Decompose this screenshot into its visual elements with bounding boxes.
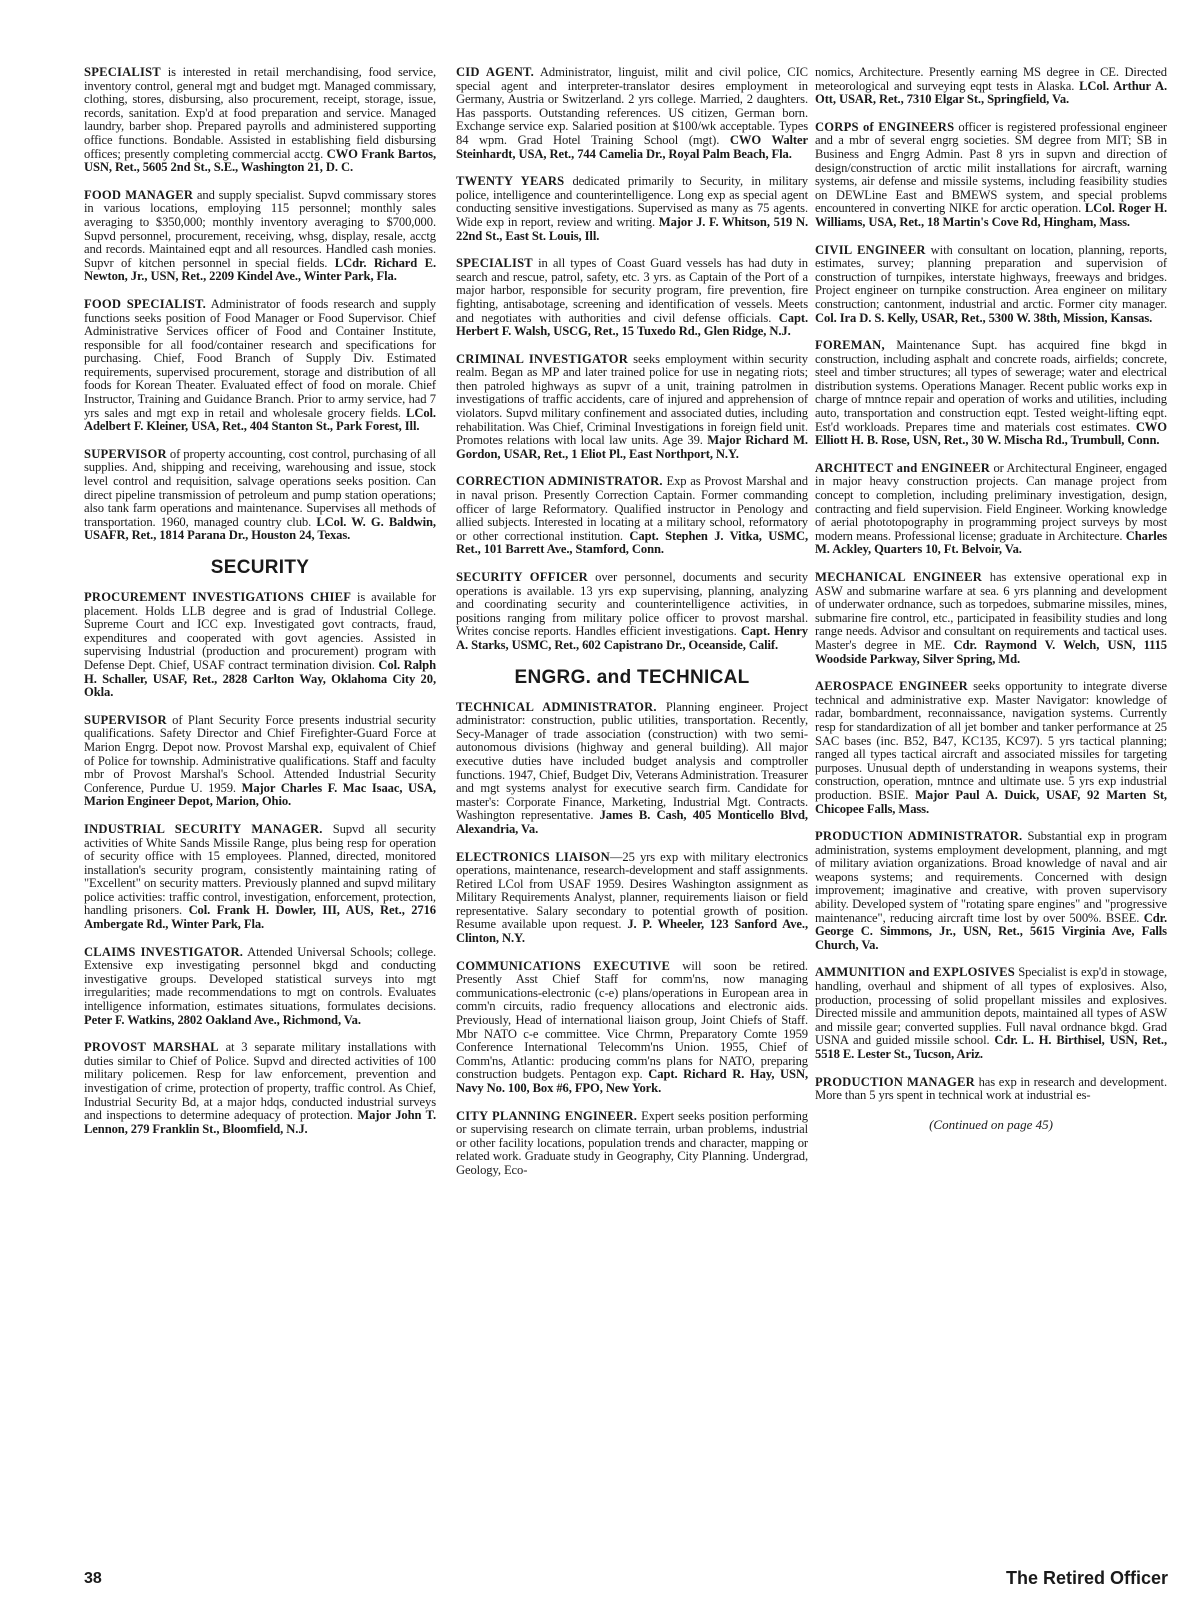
entry-contact: LCol. Roger H. Williams, USA, Ret., 18 Martin's Cove Rd, Hingham, Mass. xyxy=(815,201,1168,229)
section-heading: SECURITY xyxy=(210,557,310,578)
entry-body: of property accounting, cost control, purchasing of all supplies. And, shipping and receiving, warehousing and issue, stock level control and requisition, salvage operations seeks position. Can direct pipeline transmission of petroleum and pump station operations; also tank farm operations and maintenance. Supervises all methods of transportation. 1960, managed country club. xyxy=(84,446,436,529)
entry-body: or Architectural Engineer, engaged in major heavy construction projects. Can manage project from concept to completion, including preliminary investigation, design, contracting and field supervision. Field Engineer. Working knowledge of aerial phototopography in programming project surveys by most modern means. Professional license; graduate in Architecture. xyxy=(815,460,1167,543)
entry-lead: FOOD MANAGER xyxy=(84,187,194,202)
entry-lead: FOOD SPECIALIST. xyxy=(84,296,207,311)
entry-contact: LCdr. Richard E. Newton, Jr., USN, Ret., 2209 Kindel Ave., Winter Park, Fla. xyxy=(84,255,436,284)
classified-entry xyxy=(456,960,808,1096)
entry-body: Substantial exp in program administration, systems employment development, planning, and mgt of military aviation organizations. Broad knowledge of naval and air weapons systems; and requirements. Concerned with design improvement; imaginative and creative, with proven supervisory ability. Developed system of "rotating spare engines" and "progressive maintenance", reducing aircraft time lost by over 500%. BSEE. xyxy=(815,829,1167,925)
entry-body: Maintenance Supt. has acquired fine bkgd in construction, including asphalt and concrete roads, airfields; concrete, steel and timber structures; all types of sewerage; water and electrical distribution systems. Operations Manager. Recent public works exp in charge of mntnce repair and operation of works and utilities, including auto, transportation and construction eqpt. Tested weight-lifting eqpt. Est'd workloads. Prepares time and materials cost estimates. xyxy=(815,338,1167,434)
entry-contact: Charles M. Ackley, Quarters 10, Ft. Belvoir, Va. xyxy=(815,528,1167,557)
entry-lead: CORPS of ENGINEERS xyxy=(815,119,955,134)
section-heading: ENGRG. and TECHNICAL xyxy=(514,666,750,688)
entry-contact: LCol. Arthur A. Ott, USAR, Ret., 7310 Elgar St., Springfield, Va. xyxy=(815,78,1167,107)
entry-contact: J. P. Wheeler, 123 Sanford Ave., Clinton, N.Y. xyxy=(456,917,808,946)
classified-entry xyxy=(84,714,436,809)
entry-body: at 3 separate military installations with duties similar to Chief of Police. Supvd and directed activities of 100 military policemen. Resp for law enforcement, prevention and investigation of crime, protection of property, traffic control. As Chief, Industrial Security Bd, at a major hdqs, conducted industrial surveys and inspections to determine adequacy of protection. xyxy=(84,1040,436,1123)
entry-lead: CRIMINAL INVESTIGATOR xyxy=(456,351,629,366)
entry-contact: Peter F. Watkins, 2802 Oakland Ave., Richmond, Va. xyxy=(84,1012,361,1027)
entry-contact: Capt. Richard R. Hay, USN, Navy No. 100, Box #6, FPO, New York. xyxy=(456,1067,808,1095)
entry-body: nomics, Architecture. Presently earning MS degree in CE. Directed meteorological and surveying eqpt tests in Alaska. xyxy=(815,65,1167,93)
classified-entry xyxy=(84,946,436,1028)
classified-entry xyxy=(456,475,808,557)
entry-body: and supply specialist. Supvd commissary stores in various locations, employing 115 personnel; monthly sales averaging to $350,000; monthly inventory averaging to $700,000. Supvd personnel, procurement, receiving, whsg, display, resale, acctg and records. Maintained eqpt and all resources. Handled cash monies. Supvr of kitchen personnel in special fields. xyxy=(84,187,436,270)
entry-body: seeks employment within security realm. Began as MP and later trained police for use in negating riots; then patroled highways as supvr of a unit, training patrolmen in investigations of traffic accidents, care of injured and apprehension of violators. Supvd military confinement and associated duties, including rehabilitation. Was Chief, Criminal Investigations in foreign field unit. Promotes relations with local law units. Age 39. xyxy=(456,351,808,448)
entry-body: has exp in research and development. More than 5 yrs spent in technical work at industrial es- xyxy=(815,1074,1167,1103)
classified-entry xyxy=(815,462,1167,557)
classified-entry xyxy=(84,189,436,284)
entry-contact: LCol. W. G. Baldwin, USAFR, Ret., 1814 Parana Dr., Houston 24, Texas. xyxy=(84,514,436,543)
entry-contact: Major Paul A. Duick, USAF, 92 Marten St, Chicopee Falls, Mass. xyxy=(815,787,1167,816)
classified-entry xyxy=(456,701,808,837)
entry-lead: AEROSPACE ENGINEER xyxy=(815,679,968,694)
classified-entry xyxy=(456,257,808,339)
entry-contact: Capt. Stephen J. Vitka, USMC, Ret., 101 Barrett Ave., Stamford, Conn. xyxy=(456,528,808,557)
entry-body: Attended Universal Schools; college. Extensive exp investigating personnel bkgd and conducting investigative groups. Developed statistical surveys into mgt irregularities; made recommendations to mgt on controls. Evaluates intelligence information, estimates situations, formulates decisions. xyxy=(84,944,436,1014)
classified-entry xyxy=(84,448,436,543)
classified-entry xyxy=(456,851,808,946)
entry-body: Administrator of foods research and supply functions seeks position of Food Manager or Food Supervisor. Chief Administrative Services officer of Food and Container Institute, responsible for all food/container research and specifications for purchasing. Chief, Food Branch of Supply Div. Estimated requirements, supervised procurement, storage and distribution of all foods for Korean Theater. Evaluated effect of food on morale. Chief Instructor, Training and Guidance Branch. Prior to army service, had 7 yrs sales and mgt exp in retail and wholesale grocery fields. xyxy=(84,296,436,420)
classified-entry xyxy=(84,591,436,700)
entry-contact: Major Charles F. Mac Isaac, USA, Marion Engineer Depot, Marion, Ohio. xyxy=(84,780,436,809)
entry-contact: CWO Frank Bartos, USN, Ret., 5605 2nd St., S.E., Washington 21, D. C. xyxy=(84,146,437,175)
entry-body: is interested in retail merchandising, food service, inventory control, general mgt and budget mgt. Managed commissary, clothing, stores, disbursing, also procurement, receipt, storage, issue, records, sanitation. Exp'd at food preparation and service. Managed laundry, barber shop. Prepared payrolls and administered supporting office functions. Bondable. Assisted in establishing field disbursing offices; presently completing commercial acctg. xyxy=(84,65,436,161)
classified-entry xyxy=(456,353,808,462)
entry-contact: Capt. Herbert F. Walsh, USCG, Ret., 15 Tuxedo Rd., Glen Ridge, N.J. xyxy=(456,310,808,339)
entry-contact: CWO Elliott H. B. Rose, USN, Ret., 30 W. Mischa Rd., Trumbull, Conn. xyxy=(815,419,1167,448)
entry-body: Expert seeks position performing or supervising research on climate terrain, urban problems, industrial or other facility locations, population trends and character, mapping or related work. Graduate study in Geography, City Planning. Undergrad, Geology, Eco- xyxy=(456,1108,808,1177)
entry-lead: SPECIALIST xyxy=(84,65,161,79)
classified-entry xyxy=(815,1076,1167,1103)
entry-lead: TWENTY YEARS xyxy=(456,174,565,189)
entry-lead: CID AGENT. xyxy=(456,65,535,79)
entry-body: Planning engineer. Project administrator: construction, public utilities, transportation. Recently, Secy-Manager of trade association (construction) with two semi-autonomous divisions (highway and general building). All major executive duties have included budget analysis and comptroller functions. 1947, Chief, Budget Div, Veterans Administration. Treasurer and mgt systems analyst for executive search firm. Candidate for master's: Corporate Finance, Marketing, Industrial Mgt. Contracts. Washington representative. xyxy=(456,699,808,823)
entry-contact: Major J. F. Whitson, 519 N. 22nd St., East St. Louis, Ill. xyxy=(456,214,808,243)
entry-contact: James B. Cash, 405 Monticello Blvd, Alexandria, Va. xyxy=(456,808,808,836)
entry-lead: CITY PLANNING ENGINEER. xyxy=(456,1108,638,1123)
entry-contact: LCol. Adelbert F. Kleiner, USA, Ret., 404 Stanton St., Park Forest, Ill. xyxy=(84,405,436,434)
entry-body: has extensive operational exp in ASW and submarine warfare at sea. 6 yrs planning and development of underwater ordnance, such as torpedoes, submarine missiles, mines, submarine fire control, etc., participated in feasibility studies and long range needs. Advisor and consultant on requirements and tactical uses. Master's degree in ME. xyxy=(815,570,1167,652)
entry-lead: SUPERVISOR xyxy=(84,712,167,727)
classified-entry xyxy=(815,571,1167,666)
column-middle xyxy=(456,66,808,1192)
classified-entry xyxy=(815,244,1167,326)
entry-body: officer is registered professional engineer and a mbr of several engrg societies. SM degree from MIT; SB in Business and Engrg Admin. Past 8 yrs in supvn and direction of design/construction of arctic milit installations for aircraft, warning systems, air defense and missile systems, including feasibility studies on DEWLine East and BMEWS system, and special problems encountered in converting NIKE for arctic operation. xyxy=(815,119,1167,216)
classified-entry xyxy=(456,175,808,243)
classified-entry xyxy=(456,571,808,653)
entry-body: of Plant Security Force presents industrial security qualifications. Safety Director and Chief Firefighter-Guard Force at Marion Engrg. Depot now. Provost Marshal exp, equivalent of Chief of Police for township. Administrative qualifications. Staff and faculty mbr of Provost Marshal's School. Attended Industrial Security Conference, Purdue U. 1959. xyxy=(84,712,436,795)
classified-entry xyxy=(815,680,1167,816)
entry-lead: SECURITY OFFICER xyxy=(456,570,588,584)
continued-note: (Continued on page 45) xyxy=(929,1116,1053,1132)
entry-body: with consultant on location, planning, reports, estimates, survey; planning preparation and supervision of construction of turnpikes, interstate highways, freeways and bridges. Project engineer on turnpike construction. Area engineer on military construction; cantonment, industrial and arctic. Former city manager. xyxy=(815,242,1167,311)
entry-lead: SPECIALIST xyxy=(456,256,533,271)
entry-lead: COMMUNICATIONS EXECUTIVE xyxy=(456,958,671,973)
classified-entry xyxy=(84,1041,436,1136)
classified-entry xyxy=(815,66,1167,107)
classified-entry xyxy=(815,966,1167,1061)
entry-body: will soon be retired. Presently Asst Chief Staff for comm'ns, now managing communications-electronic (c-e) plans/operations in European area in comm'n circuits, radio frequency allocations and electronic aids. Previously, Head of international liaison group, Joint Chiefs of Staff. Mbr NATO c-e committee. Vice Chrmn, Preparatory Comte 1959 Conference International Telecomm'ns Union. 1955, Chief of Comm'ns, Atlantic: producing comm'ns plans for NATO, preparing construction budgets. Pentagon exp. xyxy=(456,958,808,1082)
entry-lead: ELECTRONICS LIAISON xyxy=(456,849,610,864)
entry-body: Exp as Provost Marshal and in naval prison. Presently Correction Captain. Former commanding officer of large Reformatory. Qualified instructor in Penology and allied subjects. Interested in locating at a military school, reformatory or other correctional institution. xyxy=(456,474,809,543)
entry-body: Specialist is exp'd in stowage, handling, overhaul and shipment of all types of explosives. Also, production, processing of solid propellant missiles and explosives. Directed missile and ammunition depots, maintained all types of ASW and missile gear; converted supplies. Full naval ordnance bkgd. Grad USNA and guided missile school. xyxy=(815,965,1167,1048)
classified-entry xyxy=(456,66,808,161)
entry-lead: PRODUCTION MANAGER xyxy=(815,1074,975,1089)
entry-contact: Major John T. Lennon, 279 Franklin St., Bloomfield, N.J. xyxy=(84,1108,436,1136)
entry-body: Administrator, linguist, milit and civil police, CIC special agent and interpreter-translator desires employment in Germany, Austria or Switzerland. 2 yrs college. Married, 2 daughters. Has passports. Outstanding references. US citizen, German born. Exchange service exp. Salaried position at $100/wk acceptable. Types 84 wpm. Grad Hotel Training School (mgt). xyxy=(456,65,808,147)
entry-body: seeks opportunity to integrate diverse technical and administrative exp. Master Navigator: knowledge of radar, bombardment, reconnaissance, navigation systems. Currently resp for standardization of all jet bomber and tanker performance at 25 SAC bases (inc. B52, B47, KC135, KC97). 5 yrs tactical planning; ranged all types tactical aircraft and associated missiles for targeting purposes. Unusual depth of understanding in weapons systems, their construction, operation, mntnce and ultimate use. 5 yrs exp industrial production. BSIE. xyxy=(815,679,1167,802)
entry-lead: ARCHITECT and ENGINEER xyxy=(815,460,991,475)
entry-lead: MECHANICAL ENGINEER xyxy=(815,570,983,584)
classified-entry xyxy=(456,1110,808,1178)
entry-lead: CORRECTION ADMINISTRATOR. xyxy=(456,474,663,489)
entry-body: Supvd all security activities of White Sands Missile Range, plus being resp for operation of security office with 15 employees. Planned, directed, monitored installation's security program, consistently maintaining rating of "Excellent" on security matters. Previously planned and supvd military police activities: traffic control, investigation, enforcement, protection, handling prisoners. xyxy=(84,821,436,918)
entry-lead: AMMUNITION and EXPLOSIVES xyxy=(815,965,1015,980)
classified-entry xyxy=(815,830,1167,952)
entry-lead: CIVIL ENGINEER xyxy=(815,242,926,257)
entry-contact: Capt. Henry A. Starks, USMC, Ret., 602 Capistrano Dr., Oceanside, Calif. xyxy=(456,624,808,652)
entry-body: in all types of Coast Guard vessels has had duty in search and rescue, patrol, safety, etc. 3 yrs. as Captain of the Port of a major harbor, responsible for security program, fire prevention, fire fighting, antisabotage, screening and identification of vessels. Meets and negotiates with authorities and civil defense officials. xyxy=(456,256,808,325)
entry-lead: SUPERVISOR xyxy=(84,446,167,461)
entry-contact: Major Richard M. Gordon, USAR, Ret., 1 Eliot Pl., East Northport, N.Y. xyxy=(456,433,808,461)
column-left xyxy=(84,66,436,1150)
entry-contact: Col. Ralph H. Schaller, USAF, Ret., 2828 Carlton Way, Oklahoma City 20, Okla. xyxy=(84,657,436,700)
entry-body: dedicated primarily to Security, in military police, intelligence and counterintelligence. Long exp as special agent conducting sensitive investigations. Supervised as many as 75 agents. Wide exp in report, review and writing. xyxy=(456,174,808,229)
page-number: 38 xyxy=(84,1570,102,1587)
entry-body: over personnel, documents and security operations is available. 13 yrs exp supervising, planning, analyzing and coordinating security and counterintelligence activities, in positions ranging from military police officer to provost marshal. Writes concise reports. Handles efficient investigations. xyxy=(456,570,808,639)
entry-contact: Col. Frank H. Dowler, III, AUS, Ret., 2716 Ambergate Rd., Winter Park, Fla. xyxy=(84,903,437,932)
entry-lead: PRODUCTION ADMINISTRATOR. xyxy=(815,829,1023,844)
entry-lead: CLAIMS INVESTIGATOR. xyxy=(84,944,244,959)
classified-entry xyxy=(815,339,1167,448)
entry-lead: TECHNICAL ADMINISTRATOR. xyxy=(456,699,657,714)
entry-contact: Cdr. Raymond V. Welch, USN, 1115 Woodside Parkway, Silver Spring, Md. xyxy=(815,637,1167,666)
entry-body: —25 yrs exp with military electronics operations, maintenance, research-development and staff assignments. Retired LCol from USAF 1959. Desires Washington assignment as Military Requirements Analyst, planner, requirements liaison or field representative. Salary secondary to potential growth of position. Resume available upon request. xyxy=(456,849,808,932)
classified-entry xyxy=(84,823,436,932)
entry-lead: PROCUREMENT INVESTIGATIONS CHIEF xyxy=(84,590,352,604)
classified-entry xyxy=(84,66,436,175)
entry-contact: Cdr. L. H. Birthisel, USN, Ret., 5518 E. Lester St., Tucson, Ariz. xyxy=(815,1033,1167,1061)
classified-entry xyxy=(84,298,436,434)
entry-contact: Cdr. George C. Simmons, Jr., USN, Ret., 5615 Virginia Ave, Falls Church, Va. xyxy=(815,910,1167,952)
entry-contact: Col. Ira D. S. Kelly, USAR, Ret., 5300 W. 38th, Mission, Kansas. xyxy=(815,310,1153,325)
column-right xyxy=(815,66,1167,1133)
entry-lead: PROVOST MARSHAL xyxy=(84,1040,219,1055)
entry-contact: CWO Walter Steinhardt, USA, Ret., 744 Camelia Dr., Royal Palm Beach, Fla. xyxy=(456,132,808,161)
entry-body: is available for placement. Holds LLB degree and is grad of Industrial College. Supreme Court and ICC exp. Investigated govt contracts, fraud, expenditures and cooperated with govt agencies. Assisted in supervising Industrial (production and procurement) program with Defense Dept. Chief, USAF contract termination division. xyxy=(84,590,436,672)
magazine-title: The Retired Officer xyxy=(1005,1568,1168,1588)
entry-lead: INDUSTRIAL SECURITY MANAGER. xyxy=(84,821,323,836)
classified-entry xyxy=(815,121,1167,230)
entry-lead: FOREMAN, xyxy=(815,338,885,353)
